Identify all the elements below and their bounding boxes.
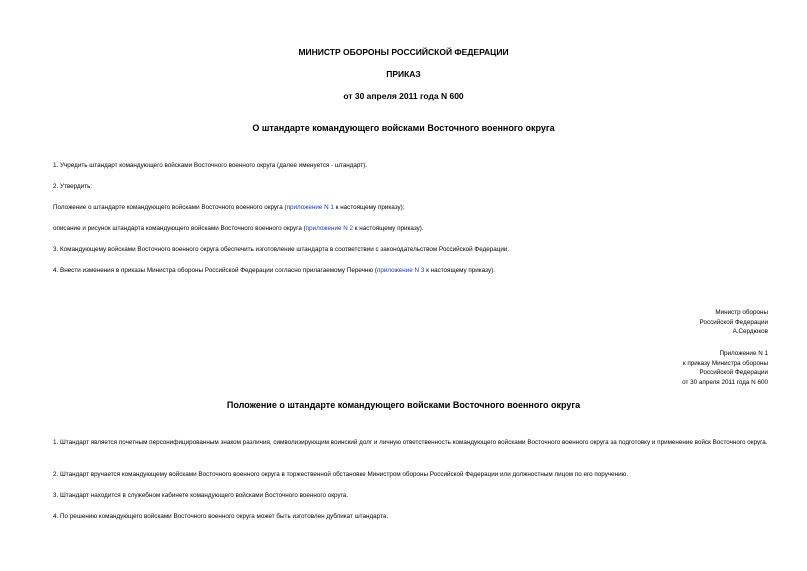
doc-type-heading: ПРИКАЗ — [386, 69, 421, 79]
document-title: О штандарте командующего войсками Восточного военного округа — [252, 123, 555, 133]
appendix-reference-block — [682, 349, 768, 387]
date-number-heading: от 30 апреля 2011 года N 600 — [343, 91, 464, 101]
order-paragraph-3-tail: к настоящему приказу); — [333, 204, 405, 211]
order-paragraph-6-tail: к настоящему приказу). — [424, 267, 495, 274]
order-paragraph-4-tail: к настоящему приказу). — [353, 225, 424, 232]
appendix-1-link[interactable]: приложение N 1 — [286, 204, 334, 211]
appendix-2-link[interactable]: приложение N 2 — [305, 225, 354, 232]
order-paragraph-3 — [53, 203, 763, 212]
regulation-paragraph-3: 3. Штандарт находится в служебном кабинете командующего войсками Восточного военного округа. — [53, 492, 348, 499]
order-paragraph-3-text: Положение о штандарте командующего войсками Восточного военного округа ( — [53, 204, 287, 211]
order-paragraph-1: 1. Учредить штандарт командующего войсками Восточного военного округа (далее именуется - штандарт). — [53, 162, 367, 169]
regulation-paragraph-2: 2. Штандарт вручается командующему войсками Восточного военного округа в торжественной обстановке Министром обороны Российской Федерации или должностным лицом по его поручению. — [53, 471, 629, 478]
appendix-ref-line-1: Приложение N 1 — [719, 350, 768, 357]
order-paragraph-5: 3. Командующему войсками Восточного военного округа обеспечить изготовление штандарта в соответствии с законодательством Российской Федерации. — [53, 246, 510, 253]
signature-line-2: Российской Федерации — [699, 318, 768, 326]
signature-block — [700, 308, 768, 337]
appendix-3-link[interactable]: приложение N 3 — [376, 267, 425, 274]
appendix-ref-line-4: от 30 апреля 2011 года N 600 — [682, 378, 768, 386]
order-paragraph-4 — [53, 224, 763, 233]
order-paragraph-2: 2. Утвердить: — [53, 183, 93, 190]
appendix-ref-line-3: Российской Федерации — [699, 369, 768, 377]
signature-line-3: А.Сердюков — [732, 328, 768, 336]
order-paragraph-4-text: описание и рисунок штандарта командующего войсками Восточного военного округа ( — [53, 225, 306, 232]
regulation-paragraph-1: 1. Штандарт является почетным персонифицированным знаком различия, символизирующим воинский долг и личную ответственность командующего войсками Восточного военного округа за подготовку и применение войск Восточного округа. — [53, 439, 768, 446]
order-paragraph-6-text: 4. Внести изменения в приказы Министра обороны Российской Федерации согласно прилагаемому Перечню ( — [53, 267, 377, 274]
ministry-heading: МИНИСТР ОБОРОНЫ РОССИЙСКОЙ ФЕДЕРАЦИИ — [298, 47, 509, 57]
signature-line-1: Министр обороны — [715, 309, 768, 316]
regulation-title: Положение о штандарте командующего войсками Восточного военного округа — [226, 400, 581, 410]
appendix-ref-line-2: к приказу Министра обороны — [682, 359, 768, 367]
regulation-paragraph-4: 4. По решению командующего войсками Восточного военного округа может быть изготовлен дубликат штандарта. — [53, 513, 389, 520]
order-paragraph-6 — [53, 266, 763, 275]
